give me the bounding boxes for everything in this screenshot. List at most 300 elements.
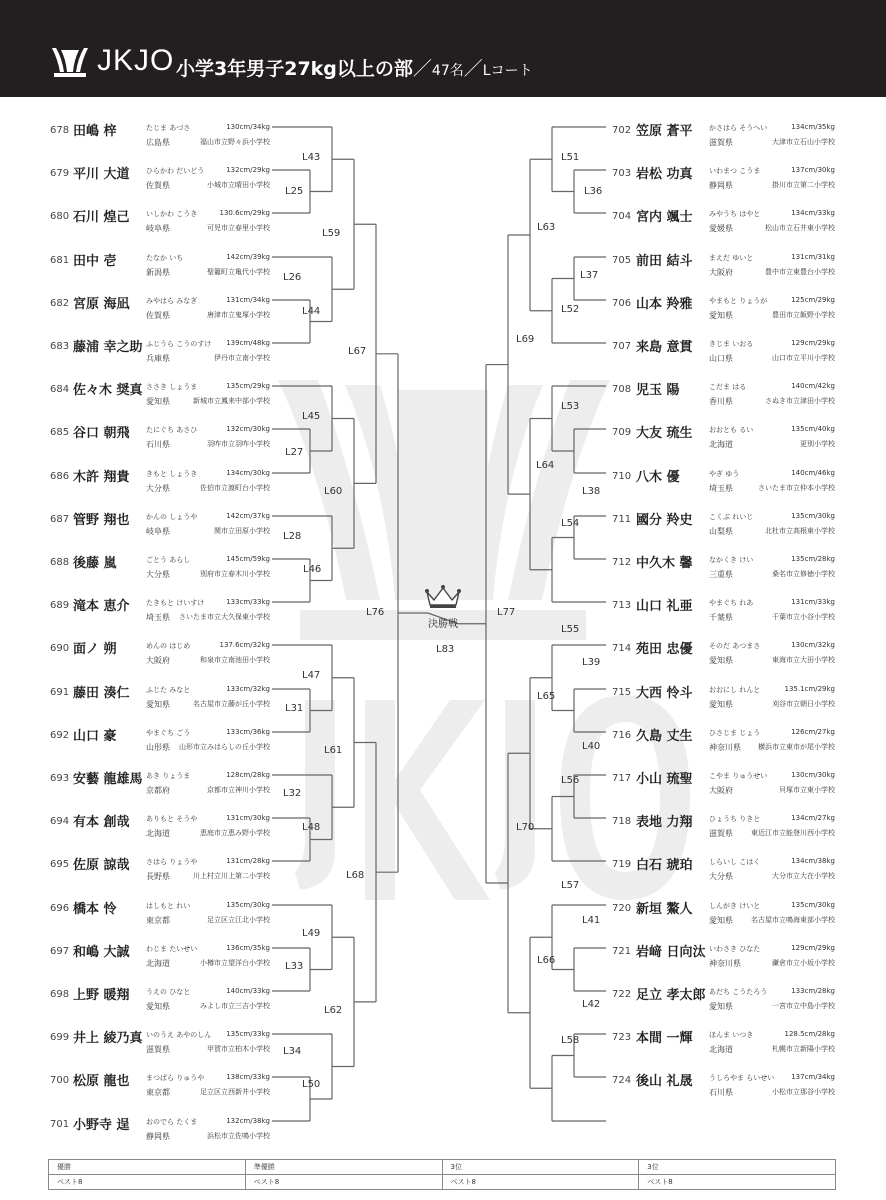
player-prefecture: 滋賀県 — [709, 138, 733, 147]
player-name: 表地 力翔 — [636, 815, 693, 830]
player-number: 685 — [50, 427, 70, 438]
player-name: 上野 暖翔 — [73, 988, 130, 1003]
player-school: 福山市立野々浜小学校 — [200, 138, 270, 146]
match-label-l51: L51 — [561, 152, 580, 163]
player-school: さいたま市立大久保東小学校 — [179, 613, 270, 621]
player-measurements: 134cm/30kg — [226, 469, 270, 477]
player-school: 羽咋市立羽咋小学校 — [207, 440, 270, 448]
player-prefecture: 埼玉県 — [709, 484, 733, 493]
player-name: 前田 結斗 — [636, 254, 693, 269]
player-kana: こだま はる — [709, 383, 747, 391]
results-title-row — [49, 1160, 836, 1175]
player-number: 706 — [612, 298, 632, 309]
player-prefecture: 神奈川県 — [709, 743, 741, 752]
best8-row — [49, 1175, 836, 1190]
player-number: 701 — [50, 1119, 70, 1130]
player-number: 713 — [612, 600, 632, 611]
player-measurements: 129cm/29kg — [791, 339, 835, 347]
player-measurements: 137cm/34kg — [791, 1073, 835, 1081]
player-kana: そのだ あつまさ — [709, 642, 761, 650]
player-prefecture: 北海道 — [709, 1045, 733, 1054]
player-kana: いしかわ こうき — [146, 210, 198, 218]
player-kana: ありもと そうや — [146, 815, 198, 823]
player-number: 720 — [612, 903, 632, 914]
player-measurements: 129cm/29kg — [791, 944, 835, 952]
player-name: 松原 龍也 — [73, 1074, 130, 1089]
player-prefecture: 大分県 — [146, 484, 170, 493]
player-school: 恵庭市立恵み野小学校 — [200, 829, 270, 837]
player-name: 有本 創哉 — [73, 815, 130, 830]
player-number: 723 — [612, 1032, 632, 1043]
match-label-l32: L32 — [283, 788, 302, 799]
player-measurements: 140cm/33kg — [226, 987, 270, 995]
player-kana: ひょうち りきと — [709, 815, 761, 823]
player-name: 笠原 蒼平 — [636, 124, 693, 139]
player-measurements: 142cm/37kg — [226, 512, 270, 520]
match-label-l45: L45 — [302, 411, 321, 422]
player-name: 小山 琉聖 — [636, 772, 693, 787]
match-label-l57: L57 — [561, 880, 580, 891]
player-prefecture: 広島県 — [146, 138, 170, 147]
player-prefecture: 愛媛県 — [709, 224, 733, 233]
player-prefecture: 北海道 — [146, 829, 170, 838]
player-kana: いわまつ こうま — [709, 167, 761, 175]
player-entry — [0, 854, 886, 890]
player-kana: わじま たいせい — [146, 945, 198, 953]
player-kana: めんの はじめ — [146, 642, 191, 650]
player-measurements: 130cm/34kg — [226, 123, 270, 131]
player-measurements: 132cm/29kg — [226, 166, 270, 174]
player-measurements: 132cm/30kg — [226, 425, 270, 433]
player-kana: かんの しょうや — [146, 513, 198, 521]
player-kana: うえの ひなと — [146, 988, 191, 996]
player-prefecture: 佐賀県 — [146, 311, 170, 320]
player-school: 可児市立春里小学校 — [207, 224, 270, 232]
player-school: 千葉市立小谷小学校 — [772, 613, 835, 621]
player-entry — [0, 682, 886, 718]
player-entry — [0, 1114, 886, 1150]
player-kana: こやま りゅうせい — [709, 772, 768, 780]
player-school: 大津市立石山小学校 — [772, 138, 835, 146]
champion-cell: 優勝 — [49, 1160, 246, 1175]
player-kana: なかくき けい — [709, 556, 754, 564]
player-measurements: 131cm/31kg — [791, 253, 835, 261]
match-label-l39: L39 — [582, 657, 601, 668]
player-measurements: 135cm/29kg — [226, 382, 270, 390]
player-number: 711 — [612, 514, 632, 525]
player-school: 甲賀市立柏木小学校 — [207, 1045, 270, 1053]
player-entry — [0, 206, 886, 242]
player-measurements: 133cm/36kg — [226, 728, 270, 736]
player-kana: ふじた みなと — [146, 686, 191, 694]
player-entry — [0, 768, 886, 804]
match-label-l77: L77 — [497, 607, 516, 618]
player-name: 本間 一輝 — [636, 1031, 693, 1046]
player-kana: しんがき けいと — [709, 902, 761, 910]
player-name: 宮原 海凪 — [73, 297, 130, 312]
player-school: 一宮市立中島小学校 — [772, 1002, 835, 1010]
player-prefecture: 大阪府 — [146, 656, 170, 665]
player-measurements: 126cm/27kg — [791, 728, 835, 736]
match-label-l31: L31 — [285, 703, 304, 714]
player-measurements: 134cm/35kg — [791, 123, 835, 131]
match-label-l65: L65 — [537, 691, 556, 702]
player-number: 689 — [50, 600, 70, 611]
title-main: 小学3年男子27kg以上の部 — [176, 58, 413, 80]
player-prefecture: 石川県 — [146, 440, 170, 449]
match-label-l64: L64 — [536, 460, 555, 471]
player-name: 面ノ 朔 — [73, 642, 117, 657]
player-number: 693 — [50, 773, 70, 784]
match-label-l38: L38 — [582, 486, 601, 497]
player-measurements: 134cm/38kg — [791, 857, 835, 865]
player-school: 新城市立鳳来中部小学校 — [193, 397, 270, 405]
final-label: 決勝戦 — [428, 619, 458, 630]
player-prefecture: 岐阜県 — [146, 527, 170, 536]
player-entry — [0, 941, 886, 977]
match-label-l47: L47 — [302, 670, 321, 681]
player-school: 伊丹市立南小学校 — [214, 354, 270, 362]
player-measurements: 130cm/32kg — [791, 641, 835, 649]
player-prefecture: 北海道 — [146, 959, 170, 968]
player-number: 683 — [50, 341, 70, 352]
player-name: 大友 琉生 — [636, 426, 693, 441]
player-school: 東近江市立能登川西小学校 — [751, 829, 835, 837]
player-number: 703 — [612, 168, 632, 179]
player-prefecture: 滋賀県 — [146, 1045, 170, 1054]
player-number: 679 — [50, 168, 70, 179]
match-label-l28: L28 — [283, 531, 302, 542]
player-name: 白石 琥珀 — [636, 858, 693, 873]
player-measurements: 135.1cm/29kg — [784, 685, 835, 693]
player-measurements: 133cm/32kg — [226, 685, 270, 693]
player-name: 木許 翔貴 — [73, 470, 130, 485]
player-kana: おおにし れんと — [709, 686, 761, 694]
player-number: 686 — [50, 471, 70, 482]
crown-icon — [424, 584, 462, 610]
player-kana: たにぐち あさひ — [146, 426, 198, 434]
player-number: 687 — [50, 514, 70, 525]
player-entry — [0, 898, 886, 934]
player-school: 京都市立神川小学校 — [207, 786, 270, 794]
player-measurements: 133cm/28kg — [791, 987, 835, 995]
player-entry — [0, 552, 886, 588]
player-name: 藤浦 幸之助 — [73, 340, 143, 355]
player-entry — [0, 725, 886, 761]
player-entry — [0, 250, 886, 286]
player-prefecture: 三重県 — [709, 570, 733, 579]
player-number: 684 — [50, 384, 70, 395]
results-table — [48, 1159, 836, 1190]
player-kana: こくぶ れいじ — [709, 513, 754, 521]
match-label-l41: L41 — [582, 915, 601, 926]
player-school: 大分市立大在小学校 — [772, 872, 835, 880]
player-measurements: 137cm/30kg — [791, 166, 835, 174]
player-measurements: 135cm/30kg — [791, 512, 835, 520]
player-measurements: 135cm/30kg — [226, 901, 270, 909]
player-number: 708 — [612, 384, 632, 395]
player-name: 山本 羚雅 — [636, 297, 693, 312]
player-prefecture: 滋賀県 — [709, 829, 733, 838]
player-name: 新垣 鰲人 — [636, 902, 693, 917]
best8-cell: ベスト8 — [245, 1175, 442, 1190]
runner-up-cell: 準優勝 — [245, 1160, 442, 1175]
player-prefecture: 愛知県 — [709, 700, 733, 709]
third-place-cell: 3位 — [639, 1160, 836, 1175]
player-school: 松山市立石井東小学校 — [765, 224, 835, 232]
match-label-l68: L68 — [346, 870, 365, 881]
match-label-l70: L70 — [516, 822, 535, 833]
player-school: 名古屋市立鳴海東部小学校 — [751, 916, 835, 924]
player-number: 707 — [612, 341, 632, 352]
player-prefecture: 東京都 — [146, 1088, 170, 1097]
player-measurements: 135cm/40kg — [791, 425, 835, 433]
player-school: 別府市立春木川小学校 — [200, 570, 270, 578]
player-measurements: 134cm/33kg — [791, 209, 835, 217]
match-label-l48: L48 — [302, 822, 321, 833]
player-prefecture: 神奈川県 — [709, 959, 741, 968]
player-entry — [0, 379, 886, 415]
title-separator: ／ — [463, 58, 483, 80]
player-name: 足立 孝太郎 — [636, 988, 706, 1003]
player-number: 698 — [50, 989, 70, 1000]
player-kana: まえだ ゆいと — [709, 254, 754, 262]
player-school: 横浜市立東市が尾小学校 — [758, 743, 835, 751]
player-name: 橋本 怜 — [73, 902, 117, 917]
player-entry — [0, 509, 886, 545]
player-name: 小野寺 逞 — [73, 1118, 130, 1133]
player-measurements: 134cm/27kg — [791, 814, 835, 822]
player-kana: みやはら みなぎ — [146, 297, 198, 305]
player-measurements: 135cm/30kg — [791, 901, 835, 909]
player-number: 722 — [612, 989, 632, 1000]
match-label-l52: L52 — [561, 304, 580, 315]
player-prefecture: 北海道 — [709, 440, 733, 449]
player-prefecture: 石川県 — [709, 1088, 733, 1097]
player-school: 小城市立晴田小学校 — [207, 181, 270, 189]
player-number: 714 — [612, 643, 632, 654]
player-school: 豊田市立飯野小学校 — [772, 311, 835, 319]
player-prefecture: 愛知県 — [709, 916, 733, 925]
player-prefecture: 愛知県 — [146, 700, 170, 709]
player-prefecture: 山梨県 — [709, 527, 733, 536]
player-measurements: 136cm/35kg — [226, 944, 270, 952]
player-number: 688 — [50, 557, 70, 568]
player-entry — [0, 293, 886, 329]
player-measurements: 139cm/48kg — [226, 339, 270, 347]
player-kana: ごとう あらし — [146, 556, 191, 564]
player-name: 岩﨑 日向汰 — [636, 945, 706, 960]
player-prefecture: 新潟県 — [146, 268, 170, 277]
player-school: さぬき市立津田小学校 — [765, 397, 835, 405]
player-prefecture: 兵庫県 — [146, 354, 170, 363]
player-entry — [0, 336, 886, 372]
player-kana: みやうち はやと — [709, 210, 761, 218]
player-kana: きじま いおる — [709, 340, 754, 348]
player-measurements: 135cm/28kg — [791, 555, 835, 563]
match-label-l37: L37 — [580, 270, 599, 281]
player-school: 小樽市立望洋台小学校 — [200, 959, 270, 967]
match-label-l40: L40 — [582, 741, 601, 752]
player-name: 谷口 朝飛 — [73, 426, 130, 441]
player-number: 704 — [612, 211, 632, 222]
player-measurements: 128cm/28kg — [226, 771, 270, 779]
player-prefecture: 佐賀県 — [146, 181, 170, 190]
player-number: 678 — [50, 125, 70, 136]
best8-cell: ベスト8 — [639, 1175, 836, 1190]
player-prefecture: 愛知県 — [709, 311, 733, 320]
player-name: 井上 綾乃真 — [73, 1031, 143, 1046]
match-label-l44: L44 — [302, 306, 321, 317]
player-prefecture: 大阪府 — [709, 268, 733, 277]
player-name: 佐原 諒哉 — [73, 858, 130, 873]
player-kana: きもと しょうき — [146, 470, 198, 478]
player-school: 掛川市立第二小学校 — [772, 181, 835, 189]
player-kana: たじま あづさ — [146, 124, 191, 132]
player-prefecture: 岐阜県 — [146, 224, 170, 233]
player-prefecture: 山形県 — [146, 743, 170, 752]
match-label-l67: L67 — [348, 346, 367, 357]
player-prefecture: 静岡県 — [146, 1132, 170, 1141]
player-kana: いわさき ひなた — [709, 945, 761, 953]
player-number: 724 — [612, 1075, 632, 1086]
match-label-l76: L76 — [366, 607, 385, 618]
player-prefecture: 静岡県 — [709, 181, 733, 190]
player-entry — [0, 422, 886, 458]
player-kana: ひらかわ だいどう — [146, 167, 205, 175]
player-school: みよし市立三吉小学校 — [200, 1002, 270, 1010]
player-kana: ふじうら こうのすけ — [146, 340, 212, 348]
player-number: 695 — [50, 859, 70, 870]
player-name: 山口 豪 — [73, 729, 117, 744]
player-number: 721 — [612, 946, 632, 957]
player-entry — [0, 1027, 886, 1063]
match-label-l34: L34 — [283, 1046, 302, 1057]
player-name: 岩松 功真 — [636, 167, 693, 182]
player-school: 鎌倉市立小坂小学校 — [772, 959, 835, 967]
player-school: 川上村立川上第二小学校 — [193, 872, 270, 880]
match-label-l63: L63 — [537, 222, 556, 233]
player-kana: まつばら りゅうや — [146, 1074, 205, 1082]
player-school: 唐津市立鬼塚小学校 — [207, 311, 270, 319]
player-name: 苑田 忠優 — [636, 642, 693, 657]
player-number: 692 — [50, 730, 70, 741]
player-number: 718 — [612, 816, 632, 827]
player-school: 札幌市立新陽小学校 — [772, 1045, 835, 1053]
match-label-l66: L66 — [537, 955, 556, 966]
player-kana: やまもと りょうが — [709, 297, 768, 305]
player-school: 聖籠町立亀代小学校 — [207, 268, 270, 276]
player-kana: たきもと けいすけ — [146, 599, 205, 607]
match-label-l54: L54 — [561, 518, 580, 529]
player-school: 貝塚市立東小学校 — [779, 786, 835, 794]
player-kana: おおとも るい — [709, 426, 754, 434]
player-name: 滝本 恵介 — [73, 599, 130, 614]
player-name: 後藤 嵐 — [73, 556, 117, 571]
player-name: 藤田 湊仁 — [73, 686, 130, 701]
player-measurements: 125cm/29kg — [791, 296, 835, 304]
player-school: 足立区立江北小学校 — [207, 916, 270, 924]
best8-cell: ベスト8 — [442, 1175, 639, 1190]
player-name: 田嶋 梓 — [73, 124, 117, 139]
player-kana: さはら りょうや — [146, 858, 198, 866]
player-measurements: 128.5cm/28kg — [784, 1030, 835, 1038]
player-measurements: 132cm/38kg — [226, 1117, 270, 1125]
match-label-l27: L27 — [285, 447, 304, 458]
player-measurements: 135cm/33kg — [226, 1030, 270, 1038]
player-measurements: 137.6cm/32kg — [219, 641, 270, 649]
player-kana: ひさじま じょう — [709, 729, 761, 737]
player-kana: はしもと れい — [146, 902, 191, 910]
player-school: 和泉市立南池田小学校 — [200, 656, 270, 664]
player-number: 696 — [50, 903, 70, 914]
player-entry — [0, 1070, 886, 1106]
player-kana: やまぐち れあ — [709, 599, 754, 607]
player-prefecture: 千葉県 — [709, 613, 733, 622]
player-number: 699 — [50, 1032, 70, 1043]
player-prefecture: 東京都 — [146, 916, 170, 925]
player-measurements: 130.6cm/29kg — [219, 209, 270, 217]
player-name: 来島 意貫 — [636, 340, 693, 355]
player-school: 東海市立大田小学校 — [772, 656, 835, 664]
player-name: 後山 礼晟 — [636, 1074, 693, 1089]
player-name: 安藝 龍雄馬 — [73, 772, 143, 787]
player-number: 710 — [612, 471, 632, 482]
player-kana: ささき しょうま — [146, 383, 198, 391]
match-label-l69: L69 — [516, 334, 535, 345]
player-prefecture: 大阪府 — [709, 786, 733, 795]
player-number: 700 — [50, 1075, 70, 1086]
match-label-l61: L61 — [324, 745, 343, 756]
player-prefecture: 香川県 — [709, 397, 733, 406]
player-number: 715 — [612, 687, 632, 698]
player-prefecture: 愛知県 — [146, 1002, 170, 1011]
player-number: 705 — [612, 255, 632, 266]
match-label-l53: L53 — [561, 401, 580, 412]
match-label-l59: L59 — [322, 228, 341, 239]
player-number: 682 — [50, 298, 70, 309]
player-number: 680 — [50, 211, 70, 222]
player-name: 石川 煌己 — [73, 210, 130, 225]
player-number: 681 — [50, 255, 70, 266]
player-name: 佐々木 奨真 — [73, 383, 143, 398]
player-number: 717 — [612, 773, 632, 784]
player-measurements: 140cm/42kg — [791, 382, 835, 390]
player-entry — [0, 163, 886, 199]
match-label-l50: L50 — [302, 1079, 321, 1090]
player-kana: あだち こうたろう — [709, 988, 768, 996]
player-measurements: 131cm/34kg — [226, 296, 270, 304]
player-number: 690 — [50, 643, 70, 654]
title-court: Lコート — [482, 63, 533, 79]
player-school: 山口市立平川小学校 — [772, 354, 835, 362]
player-school: 豊中市立東豊台小学校 — [765, 268, 835, 276]
player-measurements: 145cm/59kg — [226, 555, 270, 563]
player-number: 709 — [612, 427, 632, 438]
player-measurements: 131cm/30kg — [226, 814, 270, 822]
player-school: 桑名市立修徳小学校 — [772, 570, 835, 578]
match-label-l42: L42 — [582, 999, 601, 1010]
match-label-l83: L83 — [436, 644, 455, 655]
player-name: 久島 丈生 — [636, 729, 693, 744]
match-label-l36: L36 — [584, 186, 603, 197]
player-prefecture: 大分県 — [709, 872, 733, 881]
player-school: 足立区立西新井小学校 — [200, 1088, 270, 1096]
player-kana: おのでら たくま — [146, 1118, 198, 1126]
player-number: 712 — [612, 557, 632, 568]
player-name: 田中 壱 — [73, 254, 117, 269]
player-entry — [0, 811, 886, 847]
